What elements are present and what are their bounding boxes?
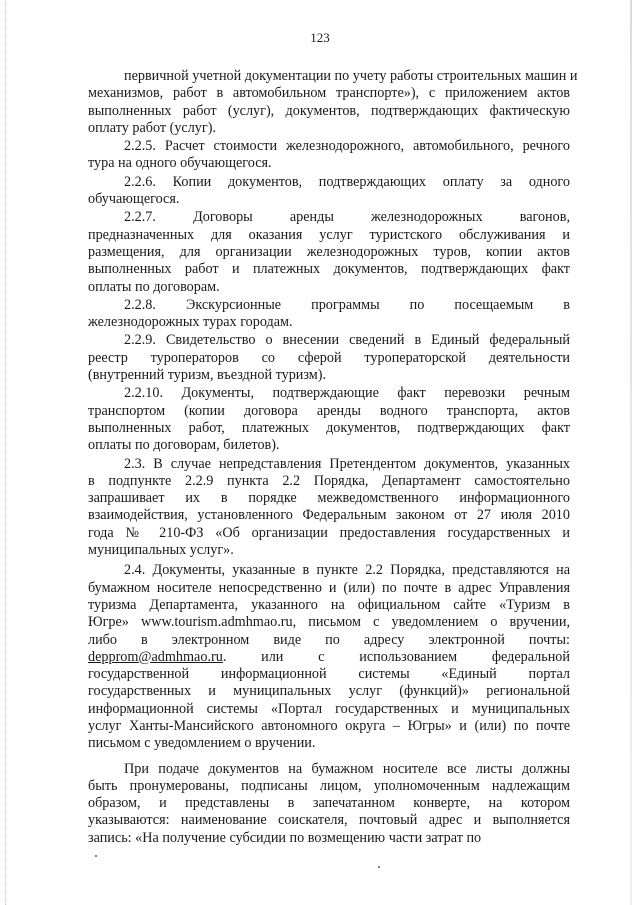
page-number: 123: [310, 30, 330, 45]
text-line: в подпункте 2.2.9 пункта 2.2 Порядка, Департамент самостоятельно: [88, 472, 570, 489]
text-line: 2.2.6. Копии документов, подтверждающих оплату за одного: [124, 173, 570, 190]
text-line: При подаче документов на бумажном носителе все листы должны: [124, 760, 570, 777]
scan-speck: [378, 866, 380, 868]
text-line: выполненных работ и платежных документов, подтверждающих факт: [88, 261, 570, 278]
text-fragment: . или с использованием федеральной: [222, 648, 570, 665]
text-line: запись: «На получение субсидии по возмещению части затрат по: [88, 829, 482, 846]
document-body: [88, 68, 578, 847]
text-line: муниципальных услуг».: [88, 542, 234, 559]
text-line: [88, 649, 570, 666]
paragraph: [88, 174, 570, 209]
text-line: оплаты по договорам, билетов).: [88, 437, 280, 454]
text-line: 2.3. В случае непредставления Претендентом документов, указанных: [124, 455, 570, 472]
scan-speck: [95, 855, 97, 857]
paragraph: [88, 456, 570, 560]
text-line: 2.2.8. Экскурсионные программы по посещаемым в: [124, 296, 570, 313]
text-line: (внутренний туризм, въездной туризм).: [88, 367, 327, 384]
text-line: образом, и представлены в запечатанном конверте, на котором: [88, 795, 570, 812]
text-line: тура на одного обучающегося.: [88, 155, 272, 172]
text-line: 2.2.9. Свидетельство о внесении сведений в Единый федеральный: [124, 332, 570, 349]
text-line: 2.2.5. Расчет стоимости железнодорожного, автомобильного, речного: [124, 138, 570, 155]
text-line: реестр туроператоров со сферой туроператорской деятельности: [88, 349, 570, 366]
text-line: транспортом (копии договора аренды водного транспорта, актов: [88, 402, 570, 419]
text-line: железнодорожных турах городам.: [88, 314, 293, 331]
paragraph-submission: [88, 761, 570, 847]
text-line: информационной системы «Портал государственных и муниципальных: [88, 700, 570, 717]
paragraph-list: [88, 68, 578, 559]
text-line: первичной учетной документации по учету работы строительных машин и: [124, 68, 578, 84]
paragraph: [88, 138, 570, 173]
text-line: оплату работ (услуг).: [88, 119, 216, 136]
text-line: выполненных работ, платежных документов, подтверждающих факт: [88, 419, 570, 436]
text-line: запрашивает их в порядке межведомственного информационного: [88, 490, 570, 507]
paragraph: [88, 297, 570, 332]
text-line: выполненных работ (услуг), документов, подтверждающих фактическую: [88, 102, 570, 119]
text-line: обучающегося.: [88, 191, 180, 208]
text-line: 2.2.7. Договоры аренды железнодорожных вагонов,: [124, 209, 570, 226]
text-line: Югре» www.tourism.admhmao.ru, письмом с уведомлением о вручении,: [88, 614, 570, 631]
text-line: 2.4. Документы, указанные в пункте 2.2 Порядка, представляются на: [124, 562, 570, 579]
text-line: взаимодействия, установленного Федеральным законом от 27 июля 2010: [88, 507, 570, 524]
text-line: 2.2.10. Документы, подтверждающие факт перевозки речным: [124, 385, 570, 402]
text-line: механизмов, работ в автомобильном транспорте»), с приложением актов: [88, 85, 570, 102]
text-line: быть пронумерованы, подписаны лицом, уполномоченным надлежащим: [88, 777, 570, 794]
text-line: года № 210-ФЗ «Об организации предоставления государственных и: [88, 524, 570, 541]
text-line: указываются: наименование соискателя, почтовый адрес и выполняется: [88, 812, 570, 829]
text-line: бумажном носителе непосредственно и (или) по почте в адрес Управления: [88, 579, 570, 596]
paragraph: [88, 332, 570, 384]
text-line: либо в электронном виде по адресу электронной почты:: [88, 631, 570, 648]
paragraph: [88, 209, 570, 295]
text-line: государственной информационной системы «Единый портал: [88, 666, 570, 683]
text-line: государственных и муниципальных услуг (функций)» региональной: [88, 683, 570, 700]
scan-right-edge: [630, 0, 632, 905]
scan-left-edge: [5, 0, 7, 905]
text-line: услуг Ханты-Мансийского автономного округа – Югры» и (или) по почте: [88, 717, 570, 734]
text-line: письмом с уведомлением о вручении.: [88, 735, 316, 752]
paragraph: [88, 385, 570, 454]
email-link[interactable]: depprom@admhmao.ru: [88, 648, 223, 665]
text-line: туризма Департамента, указанного на официальном сайте «Туризм в: [88, 596, 570, 613]
paragraph-2-4: [88, 562, 570, 752]
paragraph: [88, 68, 578, 137]
text-line: оплаты по договорам.: [88, 278, 220, 295]
text-line: предназначенных для оказания услуг туристского обслуживания и: [88, 226, 570, 243]
text-line: размещения, для организации железнодорожных туров, копии актов: [88, 243, 570, 260]
